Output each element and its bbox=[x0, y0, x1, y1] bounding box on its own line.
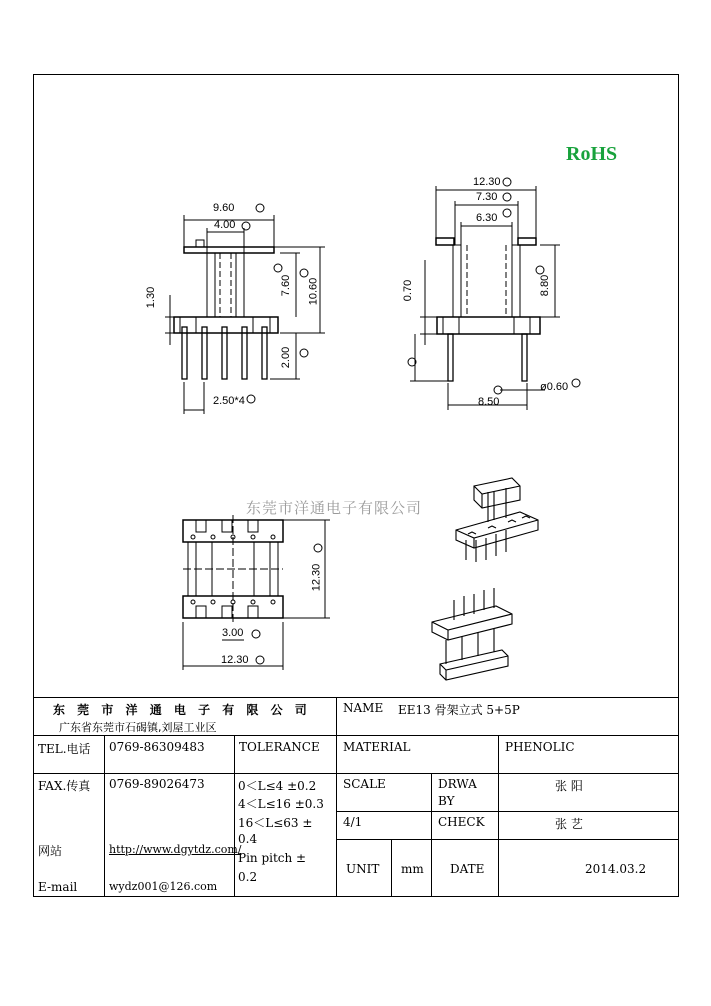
email-value: wydz001@126.com bbox=[109, 880, 218, 893]
bottom-view bbox=[183, 515, 330, 670]
check-value: 张 艺 bbox=[555, 817, 583, 831]
material-value: PHENOLIC bbox=[505, 740, 575, 754]
tolerance-line-2: 4＜L≤16 ±0.3 bbox=[238, 797, 324, 811]
rohs-label: RoHS bbox=[566, 143, 618, 165]
drawn-label-2: BY bbox=[438, 794, 455, 808]
web-label: 网站 bbox=[38, 844, 63, 858]
dim-side-h-body: 8.80 bbox=[539, 274, 552, 297]
material-label: MATERIAL bbox=[343, 740, 411, 754]
front-view bbox=[165, 204, 325, 414]
unit-value: mm bbox=[401, 862, 424, 876]
dim-bottom-w: 12.30 bbox=[221, 654, 249, 666]
dim-bottom-h: 12.30 bbox=[310, 563, 323, 592]
dim-side-w-mid: 7.30 bbox=[476, 191, 498, 203]
title-block bbox=[33, 697, 679, 897]
dim-front-h-body: 7.60 bbox=[280, 274, 293, 297]
tel-label: TEL.电话 bbox=[38, 742, 91, 756]
fax-value: 0769-89026473 bbox=[109, 777, 205, 791]
company-address: 广东省东莞市石碣镇,刘屋工业区 bbox=[59, 721, 217, 734]
company-name: 东 莞 市 洋 通 电 子 有 限 公 司 bbox=[53, 703, 311, 717]
scale-value: 4/1 bbox=[343, 815, 363, 829]
dim-side-pin-span: 8.50 bbox=[478, 396, 500, 408]
dim-front-h-total: 10.60 bbox=[307, 277, 320, 306]
dim-side-h-flange: 0.70 bbox=[402, 279, 415, 302]
name-label: NAME bbox=[343, 701, 384, 715]
unit-label: UNIT bbox=[346, 862, 380, 876]
scale-label: SCALE bbox=[343, 777, 386, 791]
isometric-view-bottom bbox=[432, 588, 512, 680]
date-label: DATE bbox=[450, 862, 485, 876]
dim-side-w-inner: 6.30 bbox=[476, 212, 498, 224]
drawn-by-value: 张 阳 bbox=[555, 779, 583, 793]
email-label: E-mail bbox=[38, 880, 78, 894]
tel-value: 0769-86309483 bbox=[109, 740, 205, 754]
drawn-label: DRWA bbox=[438, 777, 477, 791]
name-value: EE13 骨架立式 5+5P bbox=[398, 703, 520, 717]
tolerance-line-1: 0＜L≤4 ±0.2 bbox=[238, 779, 317, 793]
tolerance-label: TOLERANCE bbox=[239, 740, 320, 754]
fax-label: FAX.传真 bbox=[38, 779, 91, 793]
dim-front-w-inner: 4.00 bbox=[214, 219, 236, 231]
dim-bottom-slot: 3.00 bbox=[222, 627, 244, 639]
dim-front-pin-pitch: 2.50*4 bbox=[213, 395, 245, 407]
tolerance-line-6: 0.2 bbox=[238, 870, 258, 884]
dim-side-w-total: 12.30 bbox=[473, 176, 501, 188]
company-watermark: 东莞市洋通电子有限公司 bbox=[246, 499, 423, 517]
isometric-view-top bbox=[456, 478, 538, 562]
website-link[interactable]: http://www.dgytdz.com/ bbox=[109, 843, 242, 856]
tolerance-line-5: Pin pitch ± bbox=[238, 851, 307, 865]
dim-front-h-flange: 1.30 bbox=[145, 286, 158, 309]
dim-side-pin-dia: ø0.60 bbox=[540, 381, 569, 393]
tolerance-line-4: 0.4 bbox=[238, 832, 258, 846]
tolerance-line-3: 16＜L≤63 ± bbox=[238, 816, 313, 830]
date-value: 2014.03.2 bbox=[585, 862, 647, 876]
dim-front-w-outer: 9.60 bbox=[213, 202, 235, 214]
dim-front-pin-len: 2.00 bbox=[280, 346, 293, 369]
check-label: CHECK bbox=[438, 815, 485, 829]
